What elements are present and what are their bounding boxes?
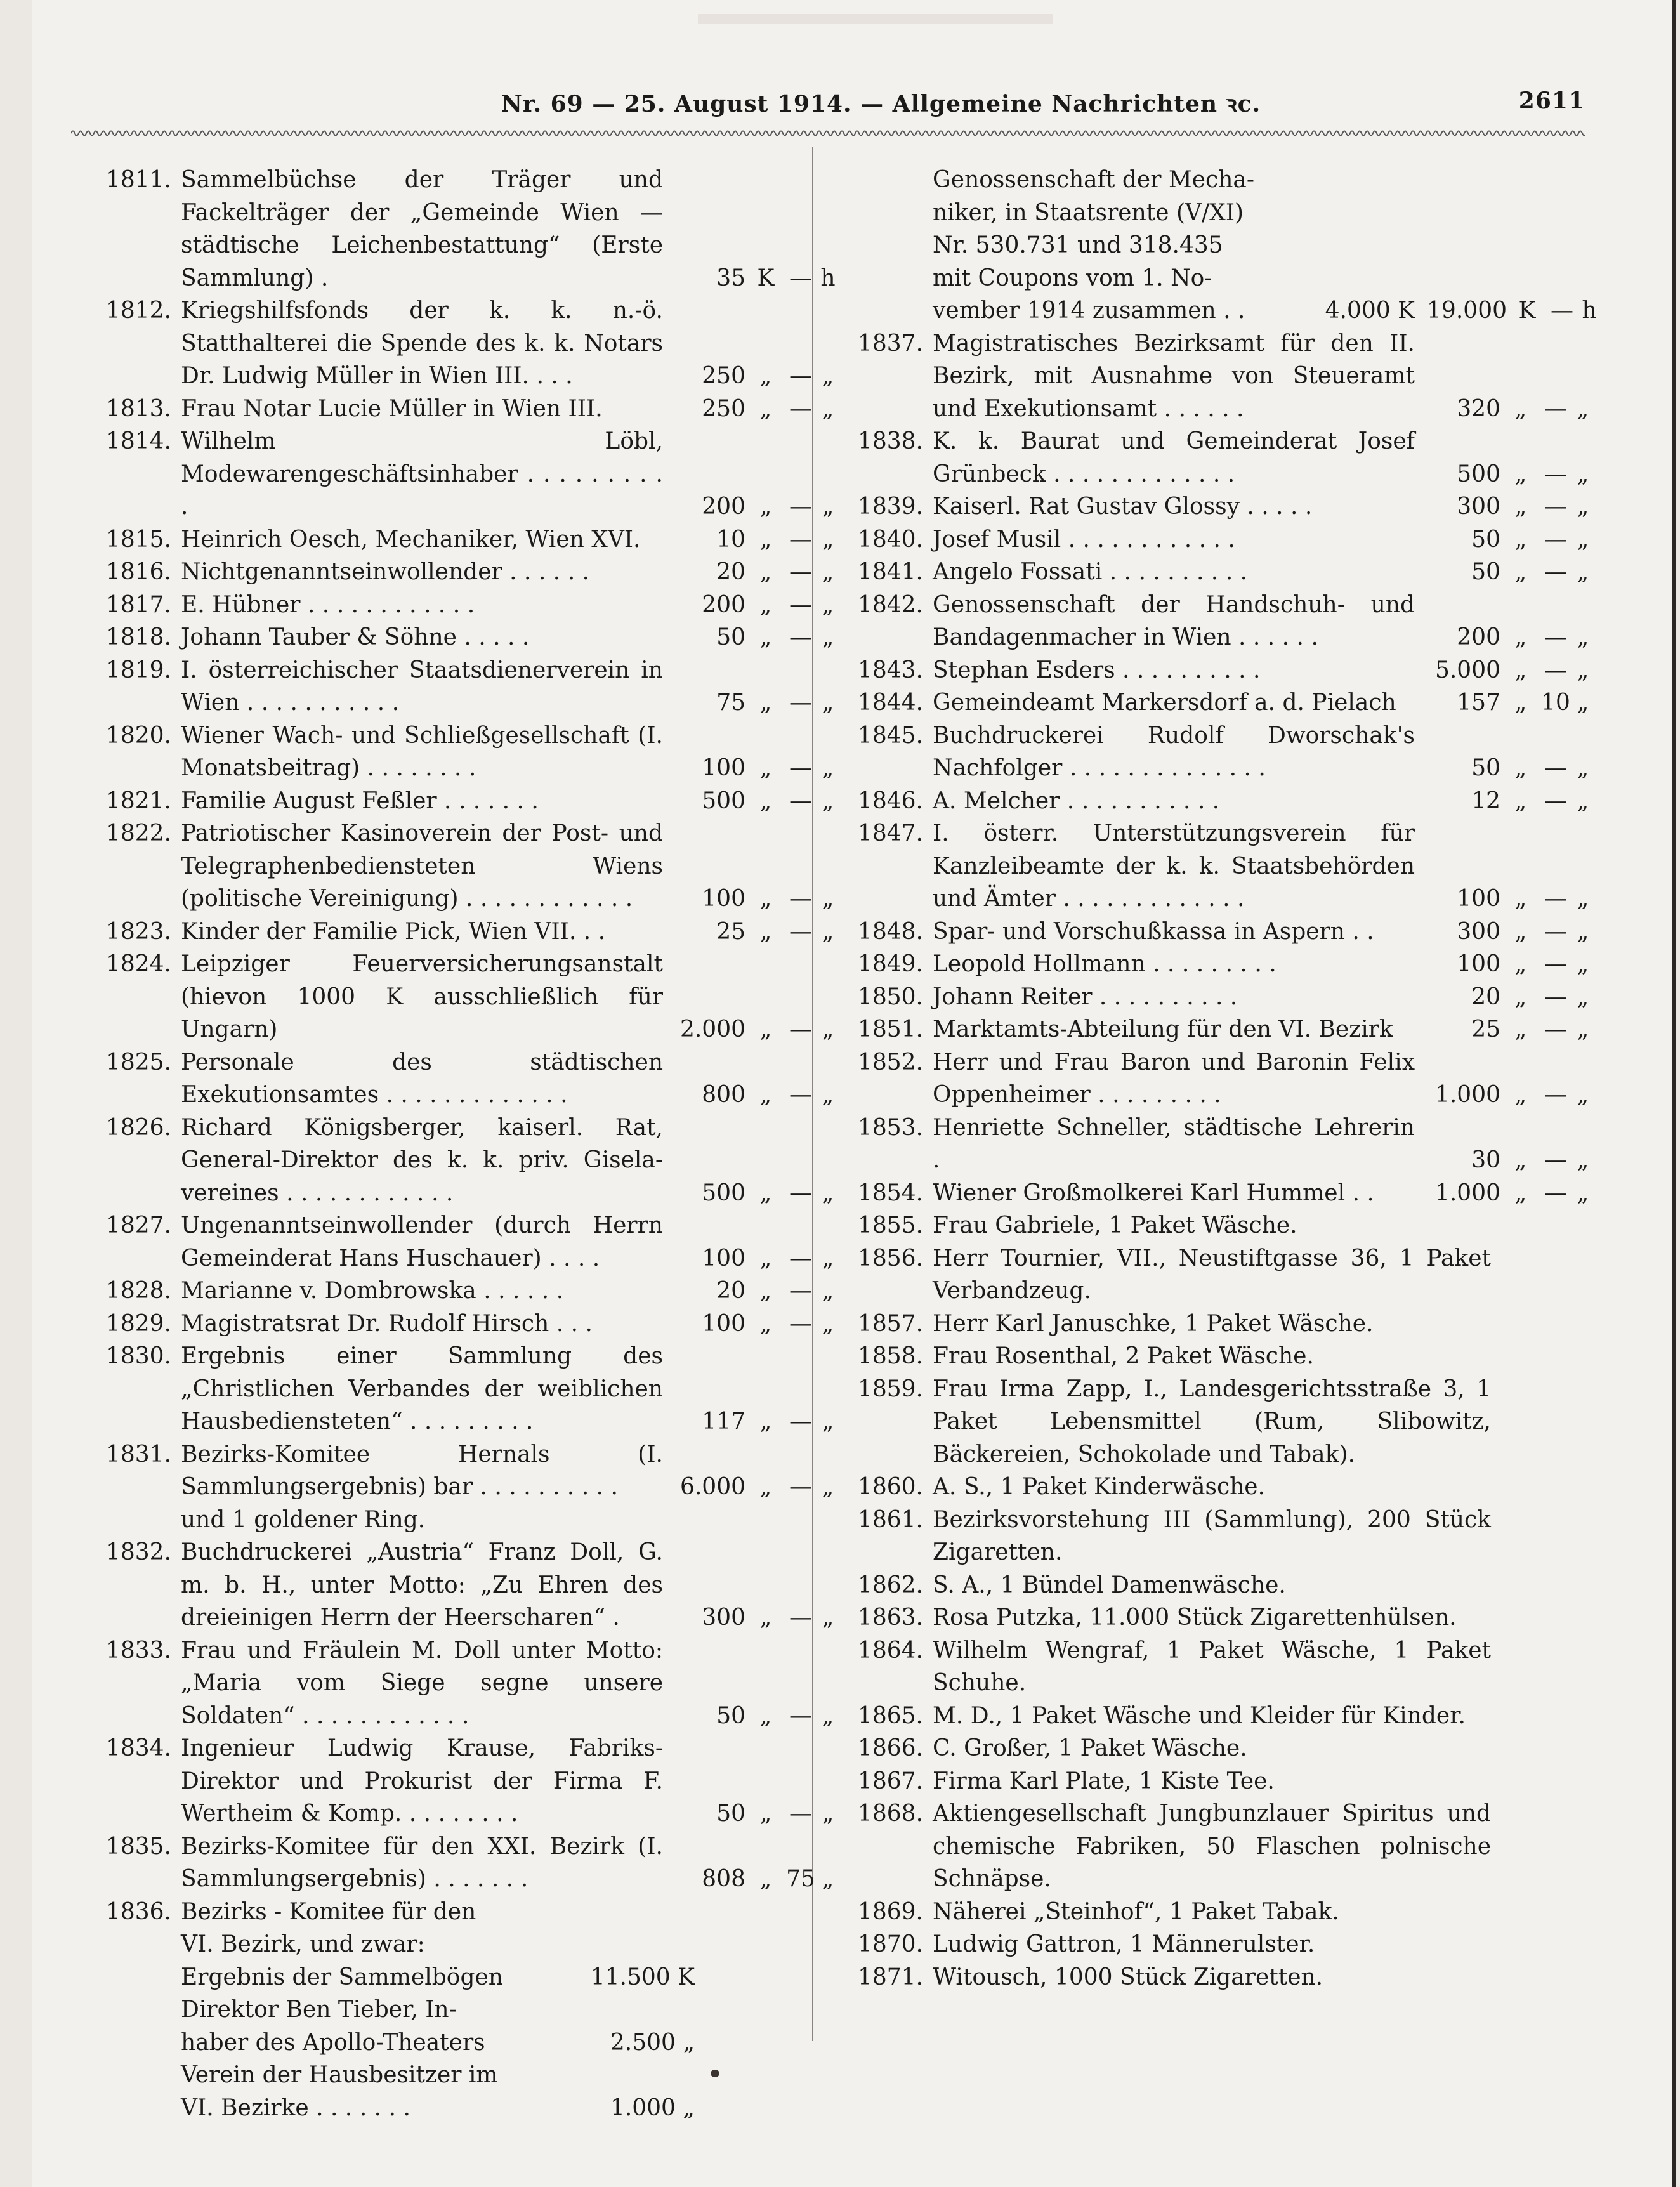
- entry-text: Kaiserl. Rat Gustav Glossy . . . . .: [933, 494, 1313, 520]
- donation-entry: [67, 916, 834, 949]
- donation-entry: [818, 1504, 1589, 1569]
- donation-entry: [67, 1634, 834, 1733]
- entry-text: Leopold Hollmann . . . . . . . . .: [933, 951, 1276, 977]
- entry-number: 1865.: [857, 1702, 923, 1729]
- entry-amount: 50 „ — „: [716, 1702, 834, 1729]
- entry-amount: 100 „ — „: [702, 1310, 834, 1337]
- entry-number: 1862.: [857, 1572, 923, 1598]
- entry-amount: 20 „ — „: [716, 559, 834, 585]
- donation-entry: [67, 1536, 834, 1634]
- entry-number: 1813.: [105, 395, 171, 422]
- donation-entry: [67, 948, 834, 1046]
- donation-entry: [67, 393, 834, 426]
- right-column: [818, 164, 1597, 1993]
- donation-entry: [818, 1732, 1589, 1765]
- page-header: [32, 88, 1585, 119]
- entry-number: 1825.: [105, 1049, 171, 1075]
- entry-amount: 1.000 „ — „: [1434, 1082, 1589, 1108]
- entry-number: 1840.: [857, 526, 923, 553]
- donation-entry: [818, 916, 1589, 949]
- donation-entry: [818, 1308, 1589, 1341]
- donation-entry: [818, 1471, 1589, 1504]
- donation-entry: [818, 1928, 1589, 1961]
- entry-number: 1857.: [857, 1310, 923, 1337]
- entry-number: 1871.: [857, 1964, 923, 1990]
- donation-entry: [818, 523, 1589, 556]
- entry-amount: 100 „ — „: [702, 1245, 834, 1271]
- sub-line: VI. Bezirke . . . . . . . 1.000 „: [181, 2092, 511, 2125]
- entry-amount: 35 K — h: [716, 265, 836, 291]
- donation-entry: [67, 785, 834, 818]
- entry-text: Ungenanntseinwollender (durch Herrn Gemeinderat Hans Huschauer) . . . .: [181, 1212, 663, 1271]
- entry-amount: 20 „ — „: [1471, 983, 1589, 1010]
- entry-text: Näherei „Steinhof“, 1 Paket Tabak.: [933, 1898, 1339, 1925]
- entry-text: I. österreichischer Staatsdienerverein in Wien . . . . . . . . . . .: [181, 657, 663, 716]
- sub-line: Verein der Hausbesitzer im: [181, 2062, 498, 2088]
- entry-number: 1817.: [105, 591, 171, 618]
- continuation-line: vember 1914 zusammen . .: [933, 298, 1245, 324]
- entry-amount: 100 „ — „: [1457, 886, 1589, 912]
- entry-number: 1856.: [857, 1245, 923, 1271]
- donation-entry: [67, 1830, 834, 1896]
- entry-text: Wilhelm Löbl, Modewarengeschäftsinhaber . . . . . . . . . .: [181, 428, 663, 520]
- entry-amount: 5.000 „ — „: [1434, 657, 1589, 683]
- entry-number: 1839.: [857, 494, 923, 520]
- entry-1836-continuation: [818, 164, 1597, 327]
- entry-number: 1846.: [857, 787, 923, 814]
- entry-text: Magistratisches Bezirksamt für den II. Bezirk, mit Ausnahme von Steueramt und Exekutionsamt . . . . . .: [933, 330, 1415, 422]
- entry-number: 1843.: [857, 657, 923, 683]
- continuation-line: niker, in Staatsrente (V/XI): [933, 199, 1244, 226]
- entry-number: 1827.: [105, 1212, 171, 1238]
- entry-number: 1867.: [857, 1768, 923, 1794]
- entry-number: 1830.: [105, 1343, 171, 1369]
- donation-entry: [818, 1046, 1589, 1112]
- entry-text: Witousch, 1000 Stück Zigaretten.: [933, 1964, 1323, 1990]
- entry-amount: 100 „ — „: [1457, 951, 1589, 977]
- entry-number: 1832.: [105, 1539, 171, 1565]
- entry-number: 1860.: [857, 1474, 923, 1500]
- entry-number: 1859.: [857, 1376, 923, 1402]
- entry-text: Ergebnis einer Sammlung des „Christlichen Verbandes der weiblichen Hausbediensteten“ . . . . . . . . .: [181, 1343, 663, 1435]
- entry-text: Buchdruckerei Rudolf Dworschak's Nachfolger . . . . . . . . . . . . . .: [933, 722, 1415, 781]
- entry-text: Firma Karl Plate, 1 Kiste Tee.: [933, 1768, 1275, 1794]
- entry-number: 1837.: [857, 330, 923, 357]
- entry-number: 1812.: [105, 298, 171, 324]
- entry-text: Personale des städtischen Exekutionsamtes . . . . . . . . . . . . .: [181, 1049, 663, 1108]
- entry-amount: 200 „ — „: [702, 494, 834, 520]
- ink-smudge: [711, 2070, 719, 2077]
- header-title: Nr. 69 — 25. August 1914. — Allgemeine Nachrichten ꝛc.: [501, 91, 1261, 117]
- sub-line: Direktor Ben Tieber, In-: [181, 1997, 457, 2023]
- entry-text: Kinder der Familie Pick, Wien VII. . .: [181, 918, 606, 945]
- donation-entry: [818, 1634, 1589, 1700]
- continuation-line: mit Coupons vom 1. No-: [933, 265, 1212, 291]
- entry-number: 1829.: [105, 1310, 171, 1337]
- donation-entry: [818, 1340, 1589, 1373]
- entry-amount: 50 „ — „: [1471, 559, 1589, 585]
- entry-text: A. S., 1 Paket Kinderwäsche.: [933, 1474, 1266, 1500]
- entry-number: 1828.: [105, 1278, 171, 1304]
- entry-text: Johann Reiter . . . . . . . . . .: [933, 983, 1238, 1010]
- entry-text: Sammelbüchse der Träger und Fackelträger der „Gemeinde Wien — städtische Leichenbestattung“ (Erste Sammlung) .: [181, 167, 663, 291]
- entry-amount: 75 „ — „: [716, 690, 834, 716]
- entry-amount: 20 „ — „: [716, 1278, 834, 1304]
- donation-entry: [818, 1797, 1589, 1896]
- entry-text: und 1 goldener Ring.: [181, 1506, 426, 1533]
- donation-entry: [818, 719, 1589, 785]
- entry-number: 1842.: [857, 591, 923, 618]
- entry-1836-cont-amount: 4.000 K: [1325, 298, 1415, 324]
- donation-entry: [67, 621, 834, 654]
- entry-number: 1838.: [857, 428, 923, 454]
- donation-entry: [818, 981, 1589, 1014]
- entry-number: 1841.: [857, 559, 923, 585]
- donation-entry: [67, 1438, 834, 1504]
- entry-text: Frau Notar Lucie Müller in Wien III.: [181, 395, 603, 422]
- entry-number: 1836.: [105, 1898, 171, 1925]
- entry-number: 1823.: [105, 918, 171, 945]
- entry-amount: 300 „ — „: [1457, 494, 1589, 520]
- entry-text: Frau Rosenthal, 2 Paket Wäsche.: [933, 1343, 1314, 1369]
- entry-text: Familie August Feßler . . . . . . .: [181, 787, 539, 814]
- entry-text: Aktiengesellschaft Jungbunzlauer Spiritus und chemische Fabriken, 50 Flaschen polnische Schnäpse.: [933, 1801, 1491, 1892]
- entry-number: 1869.: [857, 1898, 923, 1925]
- entry-amount: 800 „ — „: [702, 1082, 834, 1108]
- donation-entry: [67, 294, 834, 393]
- sub-line: VI. Bezirk, und zwar:: [181, 1931, 425, 1957]
- entry-text: Ingenieur Ludwig Krause, Fabriks-Direktor und Prokurist der Firma F. Wertheim & Komp. . . . . . . . .: [181, 1735, 663, 1827]
- entry-amount: 500 „ — „: [1457, 461, 1589, 487]
- entry-number: 1833.: [105, 1637, 171, 1664]
- entry-text: Kriegshilfsfonds der k. k. n.-ö. Statthalterei die Spende des k. k. Notars Dr. Ludwig Müller in Wien III. . . .: [181, 298, 663, 389]
- entry-text: Marktamts-Abteilung für den VI. Bezirk: [933, 1016, 1393, 1042]
- entry-number: 1820.: [105, 722, 171, 749]
- entry-number: 1861.: [857, 1506, 923, 1533]
- donation-entry: [67, 654, 834, 719]
- entry-amount: 50 „ — „: [716, 1801, 834, 1827]
- donation-entry: [67, 1112, 834, 1210]
- donation-entry: [818, 1242, 1589, 1308]
- donation-entry: [818, 589, 1589, 654]
- left-column: [67, 164, 836, 2124]
- entry-text: Herr Tournier, VII., Neustiftgasse 36, 1 Paket Verbandzeug.: [933, 1245, 1491, 1304]
- entry-text: Herr Karl Januschke, 1 Paket Wäsche.: [933, 1310, 1374, 1337]
- top-bleed-mark: [698, 14, 1053, 24]
- donation-entry: [67, 523, 834, 556]
- donation-entry: [67, 1308, 834, 1341]
- donation-entry: [818, 948, 1589, 981]
- entry-number: 1822.: [105, 820, 171, 846]
- donation-entry-1836: [67, 1896, 822, 2125]
- donation-entry: [818, 1177, 1589, 1210]
- donation-entry: [818, 1601, 1589, 1634]
- header-wavy-rule: [71, 127, 1585, 140]
- donation-entry: [818, 1013, 1589, 1046]
- entry-number: 1811.: [105, 167, 171, 193]
- entry-amount: 2.000 „ — „: [679, 1016, 834, 1042]
- entry-text: C. Großer, 1 Paket Wäsche.: [933, 1735, 1247, 1761]
- entry-amount: 100 „ — „: [702, 755, 834, 781]
- entry-text: Genossenschaft der Handschuh- und Bandagenmacher in Wien . . . . . .: [933, 591, 1415, 650]
- donation-entry: [818, 327, 1589, 426]
- entry-number: 1814.: [105, 428, 171, 454]
- page: [32, 0, 1676, 2187]
- entry-number: 1866.: [857, 1735, 923, 1761]
- entry-text: Angelo Fossati . . . . . . . . . .: [933, 559, 1248, 585]
- entry-text: Wiener Großmolkerei Karl Hummel . .: [933, 1179, 1374, 1206]
- donation-entry: [818, 1112, 1589, 1177]
- entry-text: Richard Königsberger, kaiserl. Rat, General-Direktor des k. k. priv. Gisela-vereines . . . . . . . . . . . .: [181, 1114, 663, 1206]
- entry-number: 1858.: [857, 1343, 923, 1369]
- entry-number: 1863.: [857, 1605, 923, 1631]
- donation-entry: [818, 556, 1589, 589]
- entry-number: 1868.: [857, 1801, 923, 1827]
- entry-number: 1816.: [105, 559, 171, 585]
- donation-entry: [818, 1961, 1589, 1994]
- donation-entry: [818, 817, 1589, 916]
- entry-number: 1864.: [857, 1637, 923, 1664]
- donation-entry: [67, 1732, 834, 1830]
- donation-entry: [818, 654, 1589, 687]
- donation-entry: [818, 1700, 1589, 1733]
- continuation-line: Nr. 530.731 und 318.435: [933, 232, 1223, 258]
- entry-number: 1853.: [857, 1114, 923, 1141]
- donation-entry: [818, 1896, 1589, 1929]
- donation-entry: [67, 1275, 834, 1308]
- donation-entry: [67, 425, 834, 523]
- entry-amount: 6.000 „ — „: [679, 1474, 834, 1500]
- donation-entry: [67, 164, 836, 294]
- entry-amount: 320 „ — „: [1457, 395, 1589, 422]
- entry-1836-total: 4.000 K 19.000 K — h: [1053, 294, 1602, 327]
- entry-number: 1845.: [857, 722, 923, 749]
- entry-amount: 50 „ — „: [716, 624, 834, 650]
- entry-number: 1850.: [857, 983, 923, 1010]
- sub-line: Bezirks - Komitee für den: [181, 1898, 476, 1925]
- donation-entry: [67, 556, 834, 589]
- entry-text: Spar- und Vorschußkassa in Aspern . .: [933, 918, 1374, 945]
- entry-text: Leipziger Feuerversicherungsanstalt (hievon 1000 K ausschließlich für Ungarn): [181, 951, 663, 1042]
- entry-text: Magistratsrat Dr. Rudolf Hirsch . . .: [181, 1310, 593, 1337]
- entry-amount: 300 „ — „: [702, 1605, 834, 1631]
- sub-line: Ergebnis der Sammelbögen 11.500 K: [181, 1961, 511, 1994]
- entry-amount: 100 „ — „: [702, 886, 834, 912]
- entry-text: Stephan Esders . . . . . . . . . .: [933, 657, 1261, 683]
- entry-number: 1815.: [105, 526, 171, 553]
- donation-entry: [67, 817, 834, 916]
- entry-number: 1819.: [105, 657, 171, 683]
- entry-amount: 157 „ 10 „: [1457, 690, 1589, 716]
- entry-number: 1824.: [105, 951, 171, 977]
- entry-text: Johann Tauber & Söhne . . . . .: [181, 624, 530, 650]
- entry-number: 1821.: [105, 787, 171, 814]
- entry-number: 1849.: [857, 951, 923, 977]
- entry-amount: 10 „ — „: [716, 526, 834, 553]
- sub-amount: 2.500 „: [610, 2029, 695, 2056]
- entry-amount: 12 „ — „: [1471, 787, 1589, 814]
- donation-entry: [818, 785, 1589, 818]
- entry-number: 1847.: [857, 820, 923, 846]
- donation-entry: [67, 719, 834, 785]
- entry-text: E. Hübner . . . . . . . . . . . .: [181, 591, 475, 618]
- entry-text: K. k. Baurat und Gemeinderat Josef Grünbeck . . . . . . . . . . . . .: [933, 428, 1415, 487]
- entry-number: 1852.: [857, 1049, 923, 1075]
- entry-text: Bezirks-Komitee für den XXI. Bezirk (I. Sammlungsergebnis) . . . . . . .: [181, 1833, 663, 1892]
- donation-entry: [67, 1046, 834, 1112]
- donation-entry: [67, 1209, 834, 1275]
- entry-amount: 300 „ — „: [1457, 918, 1589, 945]
- entry-text: Patriotischer Kasinoverein der Post- und Telegraphenbediensteten Wiens (politische Vereinigung) . . . . . . . . . . . .: [181, 820, 663, 912]
- sub-amount: 1.000 „: [610, 2094, 695, 2121]
- donation-entry: [818, 1209, 1589, 1242]
- entry-text: Heinrich Oesch, Mechaniker, Wien XVI.: [181, 526, 641, 553]
- sub-line: haber des Apollo-Theaters 2.500 „: [181, 2026, 511, 2059]
- entry-text: S. A., 1 Bündel Damenwäsche.: [933, 1572, 1286, 1598]
- entry-amount: 117 „ — „: [702, 1409, 834, 1435]
- donation-entry: [818, 425, 1589, 490]
- donation-entry: [818, 1569, 1589, 1602]
- entry-number: 1831.: [105, 1441, 171, 1468]
- entry-amount: 50 „ — „: [1471, 526, 1589, 553]
- entry-number: 1870.: [857, 1931, 923, 1957]
- entry-text: Wilhelm Wengraf, 1 Paket Wäsche, 1 Paket Schuhe.: [933, 1637, 1491, 1696]
- entry-number: 1848.: [857, 918, 923, 945]
- entry-text: Josef Musil . . . . . . . . . . . .: [933, 526, 1235, 553]
- entry-number: 1826.: [105, 1114, 171, 1141]
- entry-number: 1855.: [857, 1212, 923, 1238]
- entry-text: Bezirksvorstehung III (Sammlung), 200 Stück Zigaretten.: [933, 1506, 1491, 1565]
- entry-amount: 808 „ 75 „: [702, 1866, 834, 1892]
- entry-text: Bezirks-Komitee Hernals (I. Sammlungsergebnis) bar . . . . . . . . . .: [181, 1441, 663, 1500]
- entry-amount: 200 „ — „: [1457, 624, 1589, 650]
- donation-entry: [67, 1340, 834, 1438]
- entry-text: Herr und Frau Baron und Baronin Felix Oppenheimer . . . . . . . . .: [933, 1049, 1415, 1108]
- entry-amount: 1.000 „ — „: [1434, 1179, 1589, 1206]
- entry-number: 1851.: [857, 1016, 923, 1042]
- entry-amount: 200 „ — „: [702, 591, 834, 618]
- entry-number: 1835.: [105, 1833, 171, 1860]
- entry-amount: 500 „ — „: [702, 1179, 834, 1206]
- entry-text: Frau Gabriele, 1 Paket Wäsche.: [933, 1212, 1297, 1238]
- entry-amount: 250 „ — „: [702, 363, 834, 389]
- entry-amount: 250 „ — „: [702, 395, 834, 422]
- entry-text: Henriette Schneller, städtische Lehrerin .: [933, 1114, 1415, 1173]
- donation-entry: [818, 686, 1589, 719]
- entry-number: 1818.: [105, 624, 171, 650]
- entry-number: 1854.: [857, 1179, 923, 1206]
- entry-text: Gemeindeamt Markersdorf a. d. Pielach: [933, 690, 1396, 716]
- page-number: 2611: [1518, 88, 1585, 114]
- continuation-line: Genossenschaft der Mecha-: [933, 167, 1255, 193]
- entry-text: Buchdruckerei „Austria“ Franz Doll, G. m. b. H., unter Motto: „Zu Ehren des dreieinigen Herrn der Heerscharen“ .: [181, 1539, 663, 1631]
- entry-text: Marianne v. Dombrowska . . . . . .: [181, 1278, 564, 1304]
- entry-text: Rosa Putzka, 11.000 Stück Zigarettenhülsen.: [933, 1605, 1457, 1631]
- donation-entry: [818, 1373, 1589, 1471]
- entry-amount: 25 „ — „: [1471, 1016, 1589, 1042]
- donation-entry: [67, 1504, 822, 1537]
- donation-entry: [67, 589, 834, 622]
- entry-text: Frau Irma Zapp, I., Landesgerichtsstraße 3, 1 Paket Lebensmittel (Rum, Slibowitz, Bäckereien, Schokolade und Tabak).: [933, 1376, 1491, 1468]
- entry-number: 1844.: [857, 690, 923, 716]
- donation-entry: [818, 490, 1589, 523]
- entry-amount: 30 „ — „: [1471, 1147, 1589, 1173]
- entry-text: Nichtgenanntseinwollender . . . . . .: [181, 559, 590, 585]
- sub-amount: 11.500 K: [590, 1964, 695, 1990]
- entry-amount: 25 „ — „: [716, 918, 834, 945]
- entry-amount: 50 „ — „: [1471, 755, 1589, 781]
- entry-number: 1834.: [105, 1735, 171, 1761]
- entry-text: Frau und Fräulein M. Doll unter Motto: „Maria vom Siege segne unsere Soldaten“ . . . . . . . . . . . .: [181, 1637, 663, 1729]
- entry-text: I. österr. Unterstützungsverein für Kanzleibeamte der k. k. Staatsbehörden und Ämter . . . . . . . . . . . . .: [933, 820, 1415, 912]
- entry-text: A. Melcher . . . . . . . . . . .: [933, 787, 1220, 814]
- donation-entry: [818, 1765, 1589, 1798]
- entry-text: Wiener Wach- und Schließgesellschaft (I. Monatsbeitrag) . . . . . . . .: [181, 722, 663, 781]
- entry-text: M. D., 1 Paket Wäsche und Kleider für Kinder.: [933, 1702, 1466, 1729]
- entry-amount: 500 „ — „: [702, 787, 834, 814]
- entry-text: Ludwig Gattron, 1 Männerulster.: [933, 1931, 1315, 1957]
